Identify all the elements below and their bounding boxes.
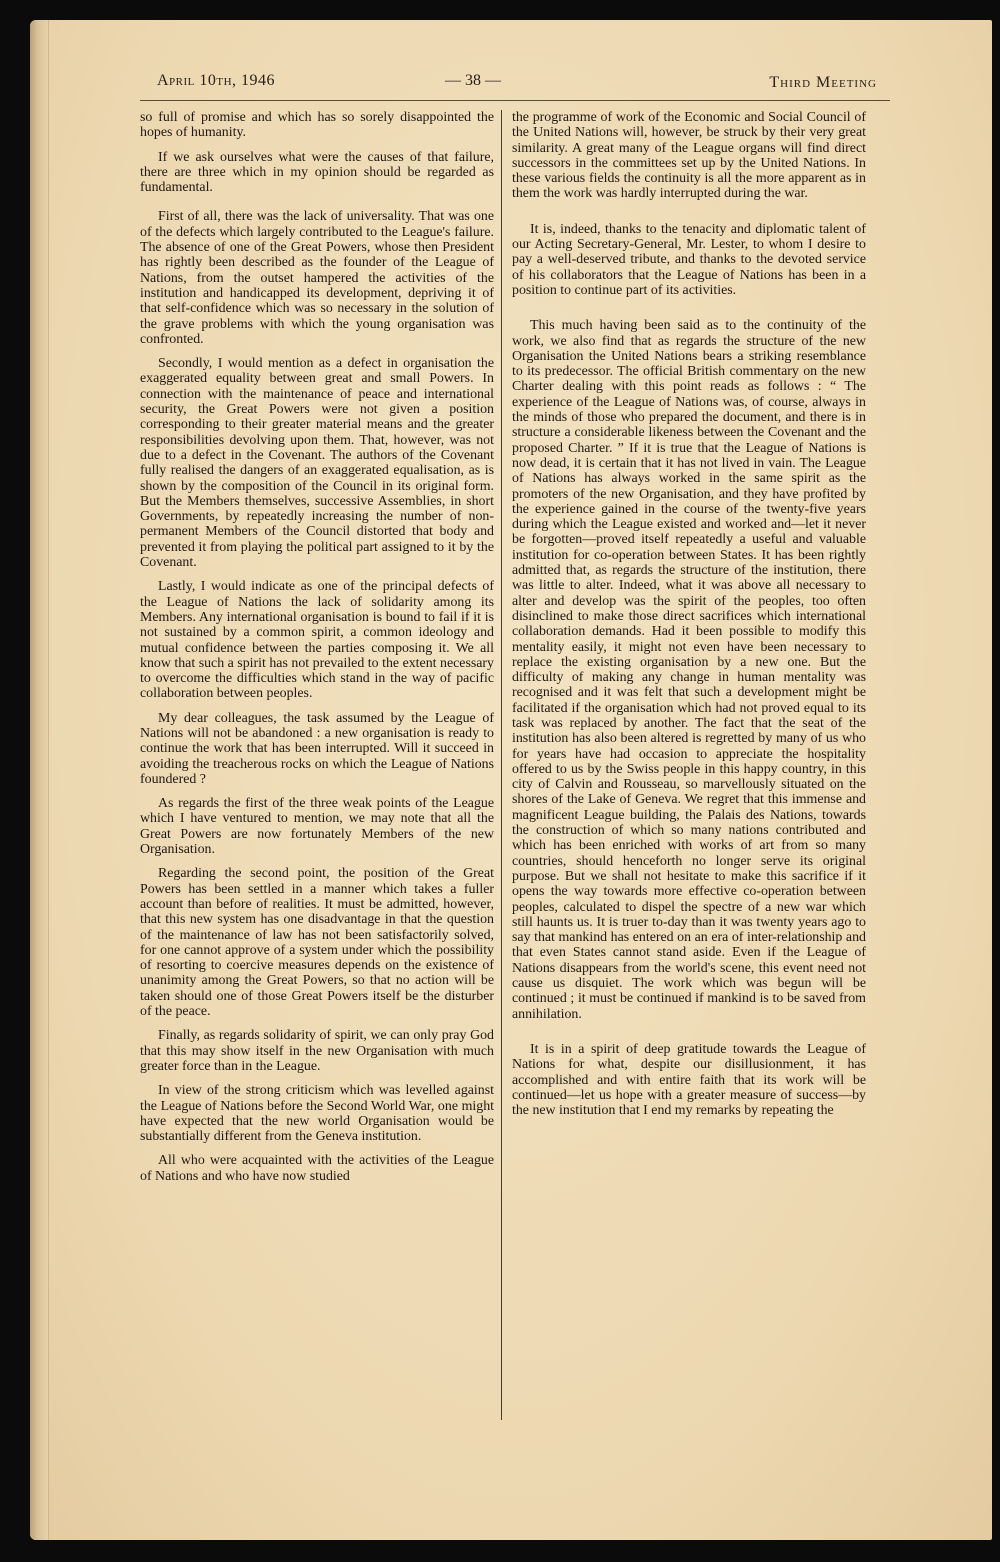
header-rule — [140, 100, 890, 101]
paragraph: If we ask ourselves what were the causes of that failure, there are three which in my opinion should be regarded as fundamental. — [140, 149, 494, 196]
paragraph: It is, indeed, thanks to the tenacity and diplomatic talent of our Acting Secretary-General, Mr. Lester, to whom I desire to pay a well-deserved tribute, and thanks to the devoted service of his collaborators that the League of Nations has been in a position to continue part of its activities. — [512, 221, 866, 298]
header-date: April 10th, 1946 — [157, 72, 276, 89]
paragraph: My dear colleagues, the task assumed by the League of Nations will not be abandoned : a new organisation is ready to continue the work that has been interrupted. Will it succeed in avoiding the treacherous rocks on which the League of Nations foundered ? — [140, 710, 494, 787]
header-meeting: Third Meeting — [769, 74, 877, 91]
page-edge — [30, 20, 49, 1540]
paragraph: Lastly, I would indicate as one of the principal defects of the League of Nations the lack of solidarity among its Members. Any international organisation is bound to fail if it is not sustained by a common spirit, a common ideology and mutual confidence between the parties composing it. We all know that such a spirit has not prevailed to the extent necessary to overcome the difficulties which stand in the way of pacific collaboration between peoples. — [140, 579, 494, 702]
page-number: — 38 — — [445, 72, 501, 89]
paragraph: First of all, there was the lack of universality. That was one of the defects which largely contributed to the League's failure. The absence of one of the Great Powers, whose then President has rightly been described as the founder of the League of Nations, from the outset hampered the activities of the institution and handicapped its development, depriving it of that self-confidence which was so necessary in the solution of the grave problems with which the young organisation was confronted. — [140, 209, 494, 347]
column-divider — [501, 110, 502, 1420]
page-header — [157, 72, 877, 100]
paragraph: Regarding the second point, the position of the Great Powers has been settled in a manner which takes a fuller account than before of realities. It must be admitted, however, that this new system has one disadvantage in that the question of the maintenance of law has not been satisfactorily solved, for one cannot approve of a system under which the possibility of resorting to coercive measures depends on the existence of unanimity among the Great Powers, so that no action will be taken should one of those Great Powers itself be the disturber of the peace. — [140, 866, 494, 1020]
paragraph: This much having been said as to the continuity of the work, we also find that as regards the structure of the new Organisation the United Nations bears a striking resemblance to its predecessor. The official British commentary on the new Charter dealing with this point reads as follows : “ The experience of the League of Nations was, of course, always in the minds of those who prepared the document, and there is in structure a considerable likeness between the Covenant and the proposed Charter. ” If it is true that the League of Nations is now dead, it is certain that it has not lived in vain. The League of Nations has always worked in the same spirit as the promoters of the new Organisation, and they have profited by the experience gained in the course of the twenty-five years during which the League existed and worked and—let it never be forgotten—proved itself repeatedly a useful and valuable institution for co-operation between States. It has been rightly admitted that, as regards the structure of the institution, there was little to alter. Indeed, what it was above all necessary to alter and develop was the spirit of the peoples, too often disinclined to make those direct sacrifices which international collaboration demands. Had it been possible to modify this mentality easily, it might not even have been necessary to replace the existing organisation by a new one. But the difficulty of making any change in human mentality was recognised and it was felt that such a development might be facilitated if the organisation which had not proved equal to its task was replaced by another. The fact that the seat of the institution has also been altered is regretted by many of us who for years have had occasion to appreciate the hospitality offered to us by the Swiss people in this happy country, in this city of Calvin and Rousseau, so marvellously situated on the shores of the Lake of Geneva. We regret that this immense and magnificent League building, the Palais des Nations, towards the construction of which so many nations contributed and which has been enriched with works of art from so many countries, should henceforth no longer serve its original purpose. But we shall not hesitate to make this sacrifice if it opens the way towards more effective co-operation between peoples, calculated to dispel the spectre of a new war which still haunts us. It is truer to-day than it was twenty years ago to say that mankind has entered on an era of inter-relationship and that even States cannot stand aside. Even if the League of Nations disappears from the world's scene, this event need not cause us disquiet. The work which was begun will be continued ; it must be continued if mankind is to be saved from annihilation. — [512, 318, 866, 1022]
paragraph: As regards the first of the three weak points of the League which I have ventured to mention, we may note that all the Great Powers are now fortunately Members of the new Organisation. — [140, 796, 494, 858]
paragraph: so full of promise and which has so sorely disappointed the hopes of humanity. — [140, 110, 494, 141]
left-column — [140, 110, 494, 1193]
document-page — [30, 20, 992, 1540]
paragraph: Secondly, I would mention as a defect in organisation the exaggerated equality between great and small Powers. In connection with the maintenance of peace and international security, the Great Powers were not given a position corresponding to their greater material means and the greater responsibilities devolving upon them. That, however, was not due to a defect in the Covenant. The authors of the Covenant fully realised the dangers of an exaggerated equalisation, as is shown by the composition of the Council in its original form. But the Members themselves, successive Assemblies, in short Governments, by repeatedly increasing the number of non-permanent Members of the Council distorted that body and prevented it from playing the political part assigned to it by the Covenant. — [140, 356, 494, 571]
right-column — [512, 110, 866, 1127]
paragraph: Finally, as regards solidarity of spirit, we can only pray God that this may show itself in the new Organisation with much greater force than in the League. — [140, 1028, 494, 1074]
paragraph: All who were acquainted with the activities of the League of Nations and who have now studied — [140, 1153, 494, 1184]
paragraph: the programme of work of the Economic and Social Council of the United Nations will, however, be struck by their very great similarity. A great many of the League organs will find direct successors in the committees set up by the United Nations. In these various fields the continuity is all the more apparent as in them the work was hardly interrupted during the war. — [512, 110, 866, 202]
paragraph: It is in a spirit of deep gratitude towards the League of Nations for what, despite our disillusionment, it has accomplished and with entire faith that its work will be continued—let us hope with a greater measure of success—by the new institution that I end my remarks by repeating the — [512, 1041, 866, 1119]
paragraph: In view of the strong criticism which was levelled against the League of Nations before the Second World War, one might have expected that the new world Organisation would be substantially different from the Geneva institution. — [140, 1083, 494, 1145]
